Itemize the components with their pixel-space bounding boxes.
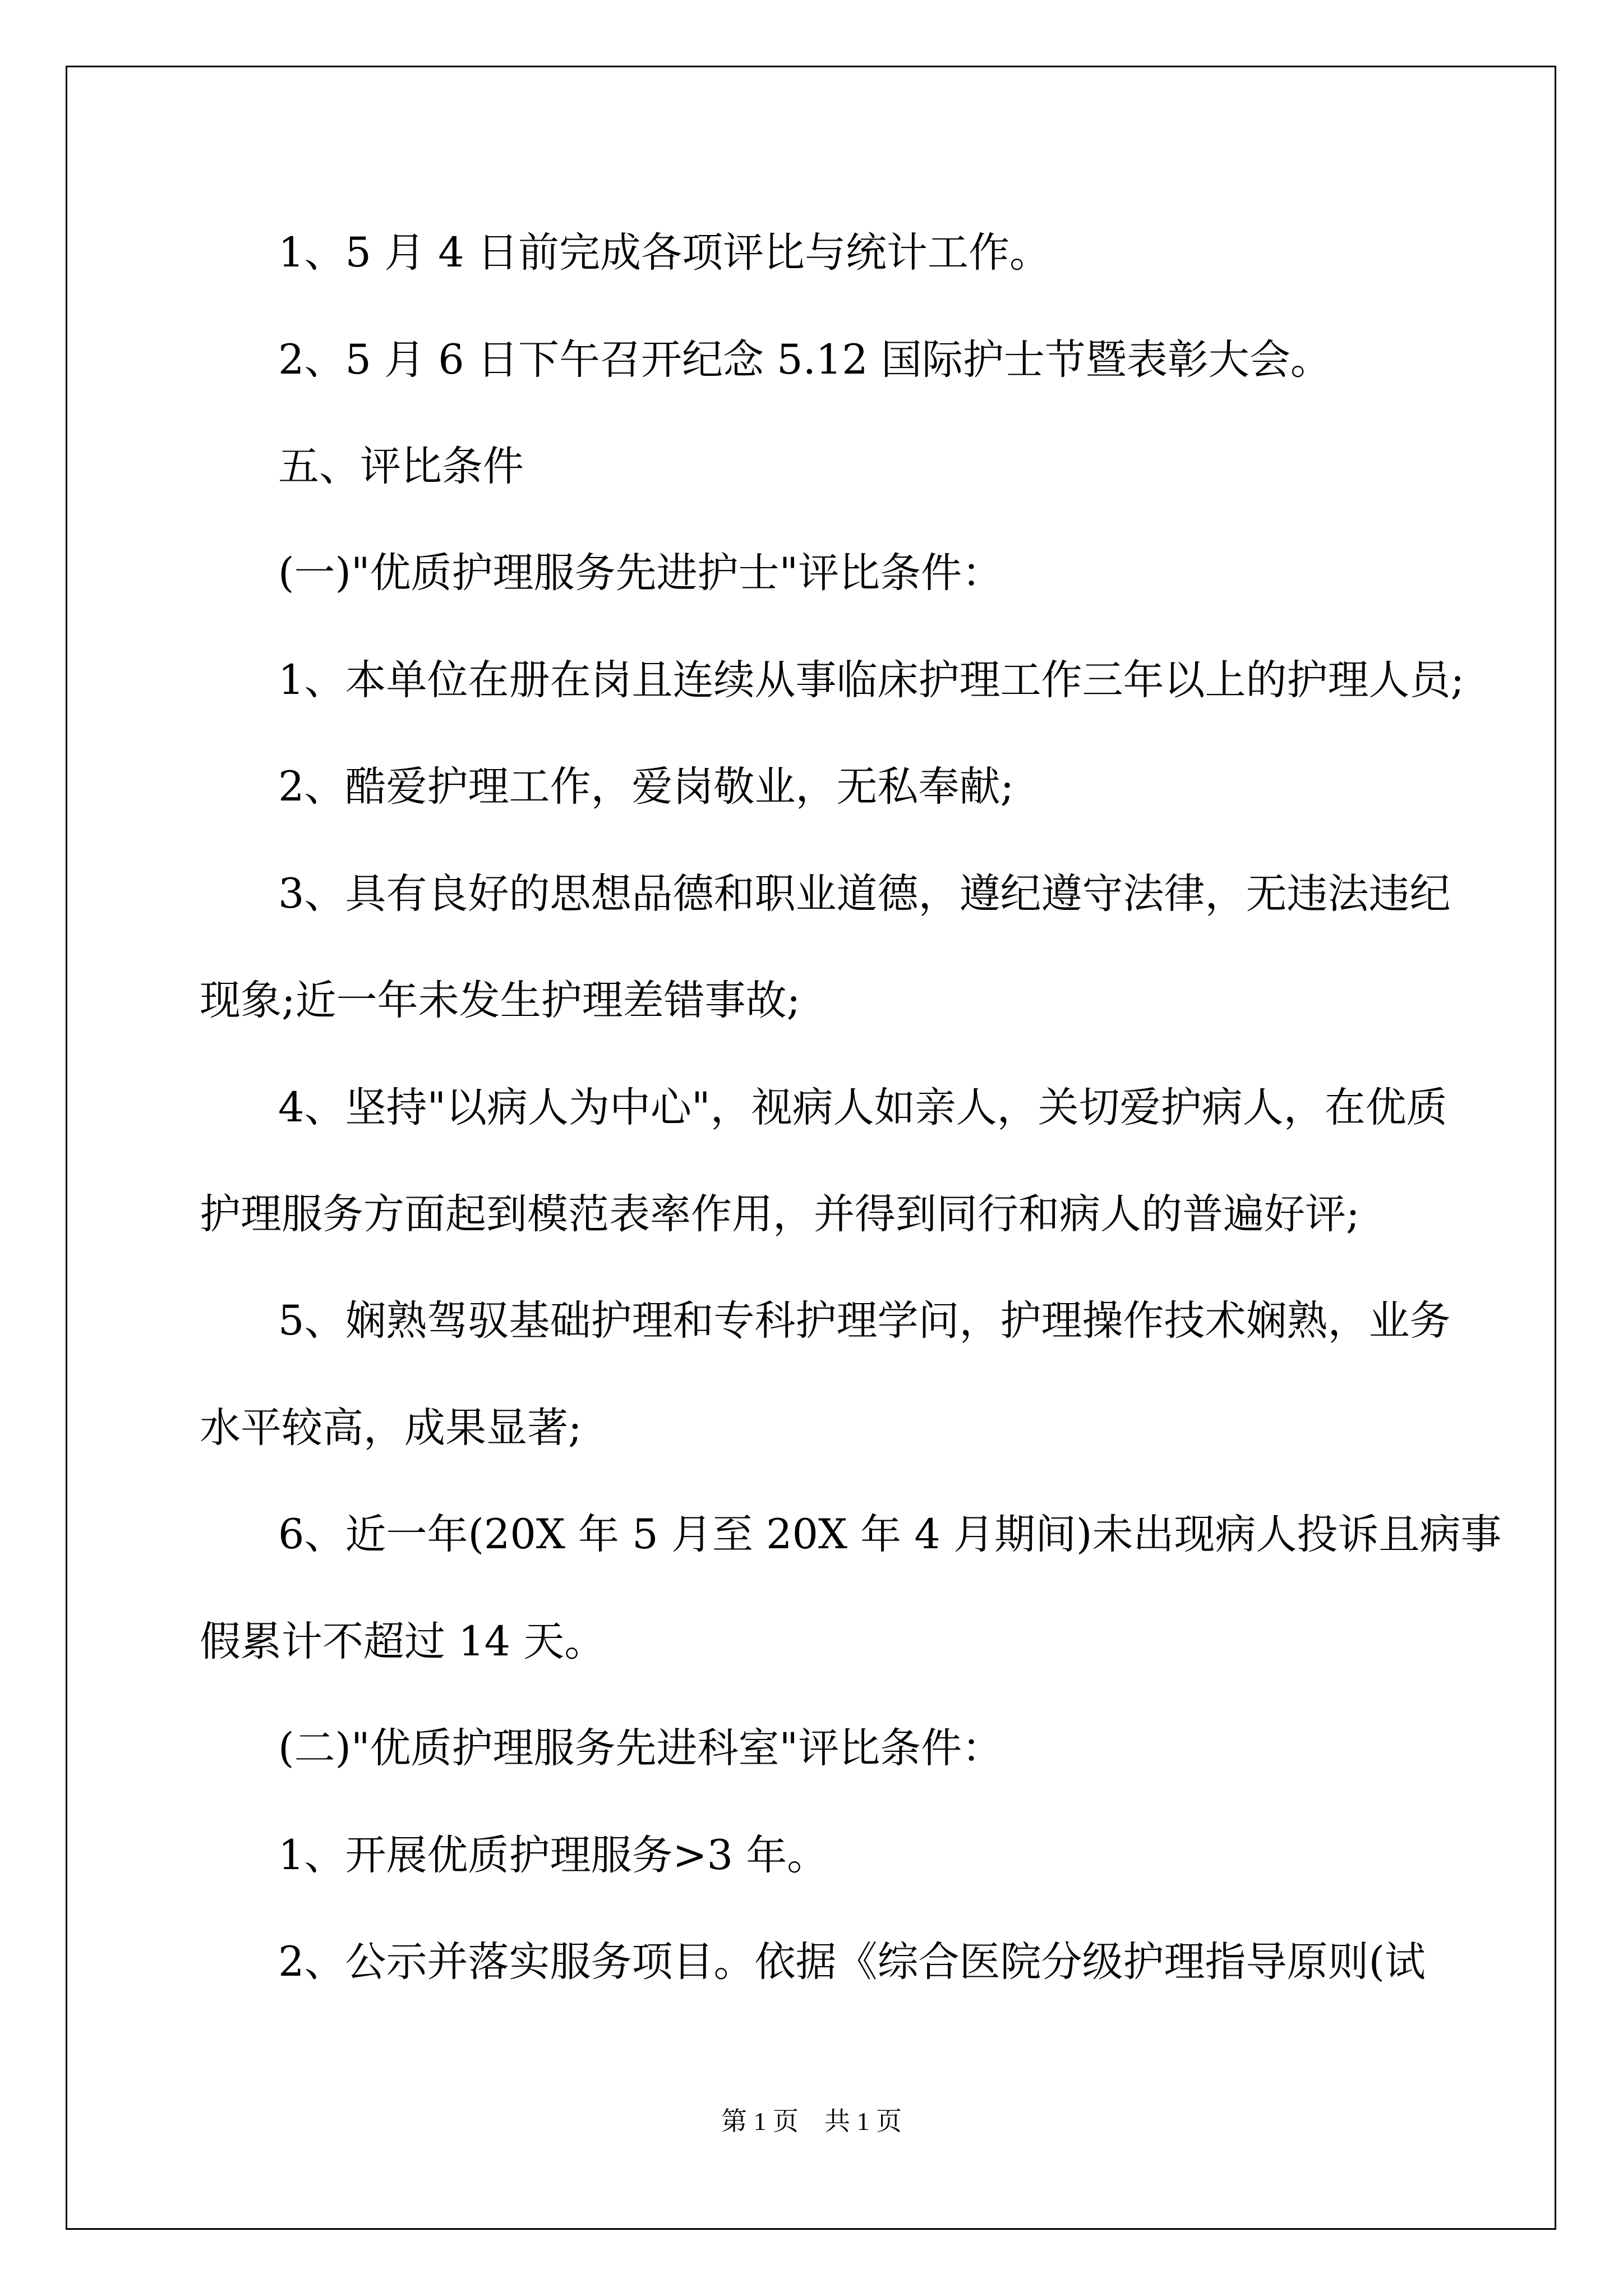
paragraph-line: 4、坚持"以病人为中心"，视病人如亲人，关切爱护病人，在优质 — [278, 1084, 1447, 1131]
subsection-heading: (一)"优质护理服务先进护士"评比条件： — [278, 549, 1003, 597]
page-footer — [0, 2101, 1623, 2138]
paragraph-line: 5、娴熟驾驭基础护理和专科护理学问，护理操作技术娴熟，业务 — [278, 1297, 1451, 1345]
paragraph-line: 1、本单位在册在岗且连续从事临床护理工作三年以上的护理人员; — [278, 656, 1465, 704]
paragraph-line: 2、酷爱护理工作，爱岗敬业，无私奉献; — [278, 763, 1015, 811]
paragraph-line: 假累计不超过 14 天。 — [200, 1618, 606, 1665]
paragraph-line: 1、开展优质护理服务>3 年。 — [278, 1832, 828, 1879]
paragraph-line: 2、公示并落实服务项目。依据《综合医院分级护理指导原则(试 — [278, 1938, 1426, 1986]
paragraph-line: 1、5 月 4 日前完成各项评比与统计工作。 — [278, 229, 1050, 277]
subsection-heading: (二)"优质护理服务先进科室"评比条件： — [278, 1724, 1003, 1772]
paragraph-line: 3、具有良好的思想品德和职业道德，遵纪遵守法律，无违法违纪 — [278, 870, 1451, 918]
page-number-label: 第 1 页 共 1 页 — [721, 2107, 902, 2136]
paragraph-line: 2、5 月 6 日下午召开纪念 5.12 国际护士节暨表彰大会。 — [278, 336, 1331, 384]
paragraph-line: 6、近一年(20X 年 5 月至 20X 年 4 月期间)未出现病人投诉且病事 — [278, 1511, 1502, 1558]
paragraph-line: 水平较高，成果显著; — [200, 1404, 582, 1452]
paragraph-line: 护理服务方面起到模范表率作用，并得到同行和病人的普遍好评; — [200, 1190, 1360, 1238]
paragraph-line: 现象;近一年未发生护理差错事故; — [200, 977, 801, 1024]
section-heading: 五、评比条件 — [278, 443, 524, 490]
